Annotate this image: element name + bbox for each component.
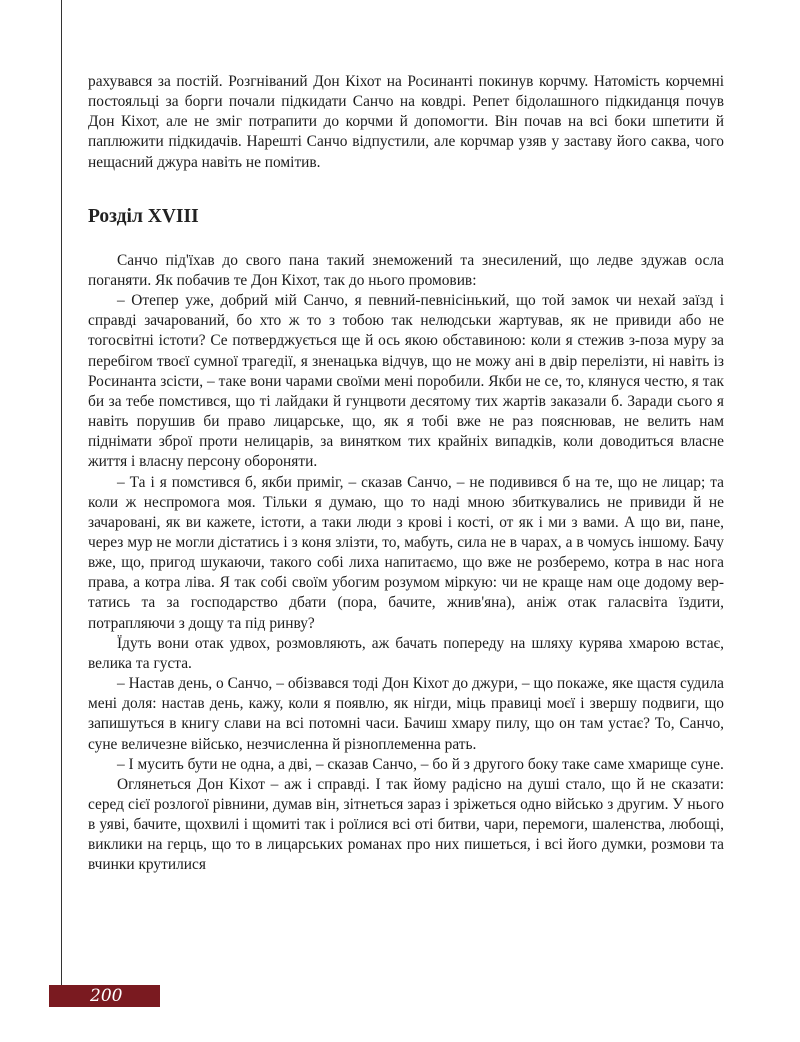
paragraph-6: – І мусить бути не одна, а дві, – сказав Санчо, – бо й з другого боку таке саме хмарище суне. [117, 755, 724, 773]
opening-paragraph: рахувався за постій. Розгніваний Дон Кіхот на Росинанті покинув корчму. Натомість корчемні постояльці за борги почали підкидати Санчо на ковдрі. Репет бідолашного підкиданця почув Дон Кіхот, але не зміг потрапити до корчми й допомогти. Він почав на всі боки шпетити й паплюжити підкидачів. Нарешті Санчо відпустили, але корчмар узяв у заставу його саква, чого нещасний джура навіть не помітив. [88, 73, 724, 171]
chapter-heading: Розділ XVIII [88, 205, 199, 227]
page-body [88, 72, 724, 876]
paragraph-7: Оглянеться Дон Кіхот – аж і справді. І так йому радісно на душі стало, що й не сказати: серед сієї розлогої рівнини, думав він, зітнеться зараз і зріжеться одно військо з другим. У нього в уяві, бачите, щохвилі і щомиті так і роїлися всі оті битви, чари, перемоги, шаленства, любощі, виклики на герць, що то в лицарських романах про них пишеться, і всі його думки, розмови та вчинки крутилися [88, 775, 724, 874]
paragraph-1: Санчо під'їхав до свого пана такий знеможений та знесилений, що ледве здужав осла поганяти. Як побачив те Дон Кіхот, так до нього промовив: [88, 251, 724, 289]
paragraph-5: – Настав день, о Санчо, – обізвався тоді Дон Кіхот до джури, – що покаже, яке щастя судила мені доля: настав день, кажу, коли я появлю, як нігди, міць правиці моєї і звершу подвиги, що запишуться в книгу слави на всі потомні часи. Бачиш хмару пилу, що он там устає? То, Санчо, суне величезне військо, незчисленна й різноплеменна рать. [88, 675, 724, 753]
paragraph-2: – Отепер уже, добрий мій Санчо, я певний-певнісінький, що той замок чи нехай заїзд і справді зачарований, бо хто ж то з тобою так нелюдськи жартував, як не привиди або не тогосвітні істоти? Се потверджується ще й ось якою обставиною: коли я стежив з-поза муру за перебігом твоєї сумної трагедії, я зненацька відчув, що не можу ані в двір перелізти, ні навіть із Росинанта зсісти, – таке вони чарами своїми мені поробили. Якби не се, то, клянуся честю, я так би за тебе помстився, що ті лайдаки й гунцвоти десятому тих жартів заказали б. Заради сього я навіть порушив би право лицарське, що, як я тобі вже не раз пояснював, не велить нам піднімати зброї проти нелицарів, за винятком тих крайніх випадків, коли доводиться власне життя і власну персону обороняти. [88, 292, 724, 471]
margin-rule [61, 0, 62, 985]
paragraph-4: Їдуть вони отак удвох, розмовляють, аж бачать попереду на шляху курява хмарою встає, велика та густа. [88, 634, 724, 672]
paragraph-3: – Та і я помстився б, якби приміг, – сказав Санчо, – не подивився б на те, що не лицар; та коли ж неспромога моя. Тільки я думаю, що то наді мною збиткувались не привиди й не зачаровані, як ви кажете, істоти, а таки люди з крові і кості, от як і ми з вами. А що ви, пане, через мур не могли дістатись і з коня злізти, то, мабуть, сила не в чарах, а в чомусь іншому. Бачу вже, що, пригод шукаючи, такого собі лиха напитаємо, що вже не розберемо, котра в нас нога права, а котра ліва. Я так собі своїм убогим розумом міркую: чи не краще нам оце додому вертатись та за господарство дбати (пора, бачите, жнив'яна), аніж отак галасвіта їздити, потрапляючи з дощу та під ринву? [88, 473, 724, 632]
page-number: 200 [90, 986, 123, 1006]
